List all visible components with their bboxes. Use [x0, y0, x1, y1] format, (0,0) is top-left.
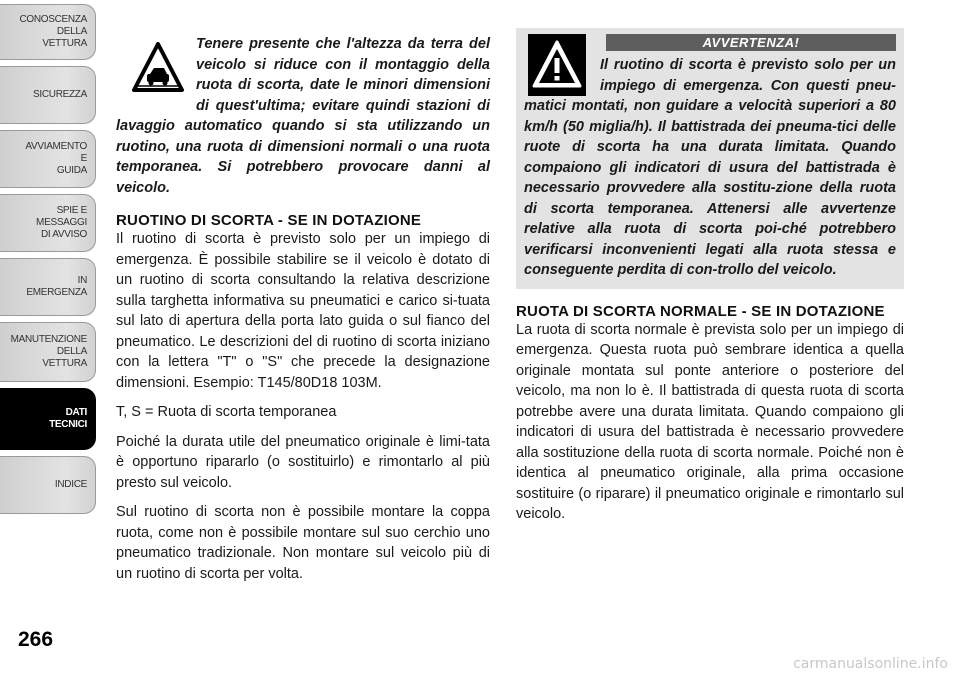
paragraph: T, S = Ruota di scorta temporanea	[116, 404, 337, 420]
tab-dati-tecnici[interactable]: DATI TECNICI	[0, 388, 96, 450]
tab-in-emergenza[interactable]: IN EMERGENZA	[0, 258, 96, 316]
warning-triangle-icon	[528, 34, 586, 96]
tab-sicurezza[interactable]: SICUREZZA	[0, 66, 96, 124]
tab-conoscenza-della-vettura[interactable]: CONOSCENZA DELLA VETTURA	[0, 4, 96, 60]
paragraph: Poiché la durata utile del pneumatico originale è limi-tata è opportuno ripararlo (o sostituirlo) e rimontarlo al più presto sul veicolo.	[116, 433, 490, 491]
tab-spie-e-messaggi[interactable]: SPIE E MESSAGGI DI AVVISO	[0, 194, 96, 252]
left-warning-note	[116, 28, 490, 198]
tab-avviamento-e-guida[interactable]: AVVIAMENTO E GUIDA	[0, 130, 96, 188]
warning-car-icon	[130, 38, 186, 98]
paragraph: La ruota di scorta normale è prevista solo per un impiego di emergenza. Questa ruota può sembrare identica a quella originale montata sul ponte anteriore o posteriore del veicolo, ma non lo è. Il battistrada di questa ruota di scorta potrebbe avere una durata limitata. Quando compaiono gli indicatori di usura del battistrada è necessario provvedere alla sostituzione della ruota di scorta normale. Poiché non è identica al pneumatico originale, alla prima occasione sostituire (o riparare) il pneumatico originale e rimontarlo sul veicolo.	[516, 321, 904, 522]
left-column	[116, 28, 490, 593]
right-column	[516, 28, 904, 534]
ruotino-section	[116, 212, 490, 584]
chapter-tab-rail	[0, 0, 100, 678]
page-number: 266	[18, 628, 54, 651]
ruota-normale-section	[516, 303, 904, 525]
avvertenza-box	[516, 28, 904, 289]
left-warning-text: Tenere presente che l'altezza da terra del veicolo si riduce con il montaggio della ruota di scorta, date le minori dimensioni di quest'ultima; evitare quindi stazioni di lavaggio automatico quando si sta utilizzando un ruotino, una ruota di dimensioni normali o una ruota temporanea. Si potrebbero provocare danni al veicolo.	[116, 36, 490, 196]
tab-indice[interactable]: INDICE	[0, 456, 96, 514]
paragraph: Sul ruotino di scorta non è possibile montare la coppa ruota, come non è possibile montare sul suo cerchio uno pneumatico tradizionale. Non montare sul veicolo più di un ruotino di scorta per volta.	[116, 504, 490, 582]
watermark: carmanualsonline.info	[793, 656, 948, 672]
paragraph: Il ruotino di scorta è previsto solo per un impiego di emergenza. È possibile stabilire se il veicolo è dotato di un ruotino di scorta consultando la relativa descrizione sulla targhetta informativa su pneumatici e carico si-tuata sul lato di apertura della porta lato guida o sul fianco del pneumatico. Le descrizioni del di ruotino di scorta iniziano con la lettera "T" o "S" che precede la designazione dimensioni. Esempio: T145/80D18 103M.	[116, 231, 490, 391]
box-text: Il ruotino di scorta è previsto solo per un impiego di emergenza. Con questi pneu-matici montati, non guidare a velocità superiori a 80 km/h (50 miglia/h). Il battistrada dei pneuma-tici delle ruote di scorta ha una durata limitata. Quando compaiono gli indicatori di usura del battistrada è necessario provvedere alla sostitu-zione della ruota di scorta temporanea. Attenersi alle avvertenze relative alla ruota di scorta poi-ché potrebbero verificarsi inconvenienti legati alla ruota stessa e conseguente perdita di con-trollo del veicolo.	[524, 57, 896, 278]
section-title-ruotino: RUOTINO DI SCORTA - SE IN DOTAZIONE	[116, 212, 422, 229]
section-title-ruota-normale: RUOTA DI SCORTA NORMALE - SE IN DOTAZIONE	[516, 302, 885, 320]
tab-manutenzione-della-vettura[interactable]: MANUTENZIONE DELLA VETTURA	[0, 322, 96, 382]
box-title: AVVERTENZA!	[606, 34, 896, 51]
